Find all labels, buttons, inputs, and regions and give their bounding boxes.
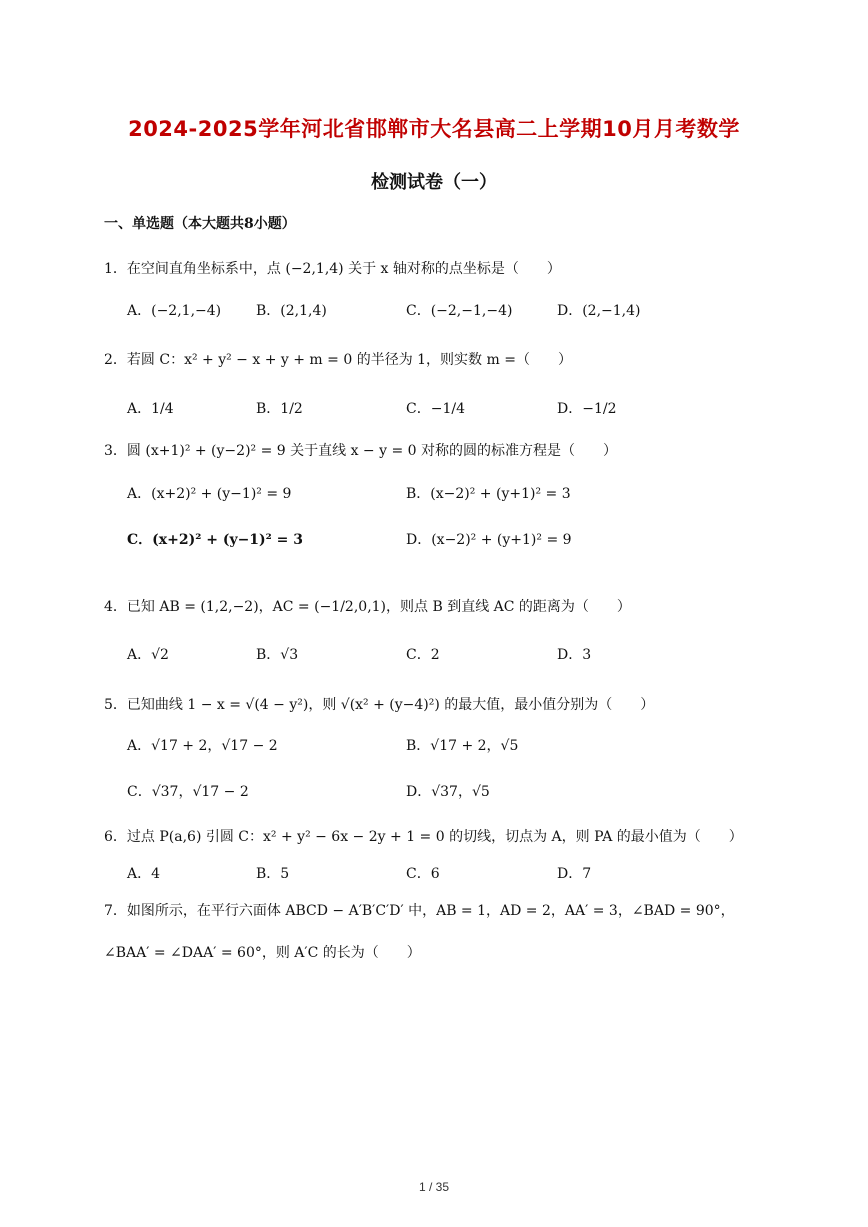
title-line-1: 2024-2025学年河北省邯郸市大名县高二上学期10月月考数学	[128, 117, 740, 141]
question-1-option-d: D．(2,−1,4)	[557, 303, 641, 319]
question-6-option-a: A．4	[127, 866, 161, 882]
question-3-option-a: A．(x+2)² + (y−1)² = 9	[127, 486, 292, 502]
question-5-option-c: C．√37，√17 − 2	[127, 784, 249, 800]
question-5-option-a: A．√17 + 2，√17 − 2	[127, 738, 278, 754]
question-5-stem: 5．已知曲线 1 − x = √(4 − y²)，则 √(x² + (y−4)²) 的最大值，最小值分别为（ ）	[104, 697, 655, 713]
question-4-option-a: A．√2	[127, 647, 169, 663]
question-1-stem: 1．在空间直角坐标系中，点 (−2,1,4) 关于 x 轴对称的点坐标是（ ）	[104, 261, 561, 277]
question-1-option-c: C．(−2,−1,−4)	[406, 303, 513, 319]
question-7-stem-line-1: 7．如图所示，在平行六面体 ABCD − A′B′C′D′ 中，AB = 1，AD = 2，AA′ = 3，∠BAD = 90°，	[104, 903, 735, 919]
question-7-stem-line-2: ∠BAA′ = ∠DAA′ = 60°，则 A′C 的长为（ ）	[104, 945, 421, 961]
question-4-stem: 4．已知 AB = (1,2,−2)，AC = (−1/2,0,1)，则点 B 到直线 AC 的距离为（ ）	[104, 599, 631, 615]
question-4-option-b: B．√3	[256, 647, 299, 663]
question-5-option-d: D．√37，√5	[406, 784, 490, 800]
question-2-option-a: A．1/4	[127, 401, 174, 417]
page-number: 1 / 35	[418, 1180, 450, 1194]
question-2-option-d: D．−1/2	[557, 401, 617, 417]
question-3-option-d: D．(x−2)² + (y+1)² = 9	[406, 532, 572, 548]
question-4-option-d: D．3	[557, 647, 592, 663]
question-4-option-c: C．2	[406, 647, 440, 663]
question-3-option-b: B．(x−2)² + (y+1)² = 3	[406, 486, 571, 502]
section-heading: 一、单选题（本大题共8小题）	[104, 216, 296, 232]
question-6-option-b: B．5	[256, 866, 290, 882]
question-2-stem: 2．若圆 C：x² + y² − x + y + m = 0 的半径为 1，则实数 m =（ ）	[104, 352, 572, 368]
title-line-2: 检测试卷（一）	[371, 172, 497, 193]
question-3-option-c: C．(x+2)² + (y−1)² = 3	[127, 532, 304, 548]
question-2-option-c: C．−1/4	[406, 401, 465, 417]
question-6-option-c: C．6	[406, 866, 440, 882]
question-1-option-b: B．(2,1,4)	[256, 303, 327, 319]
question-6-option-d: D．7	[557, 866, 592, 882]
question-5-option-b: B．√17 + 2，√5	[406, 738, 519, 754]
question-2-option-b: B．1/2	[256, 401, 303, 417]
question-1-option-a: A．(−2,1,−4)	[127, 303, 222, 319]
question-3-stem: 3．圆 (x+1)² + (y−2)² = 9 关于直线 x − y = 0 对称的圆的标准方程是（ ）	[104, 443, 618, 459]
question-6-stem: 6．过点 P(a,6) 引圆 C：x² + y² − 6x − 2y + 1 = 0 的切线，切点为 A，则 PA 的最小值为（ ）	[104, 829, 743, 845]
